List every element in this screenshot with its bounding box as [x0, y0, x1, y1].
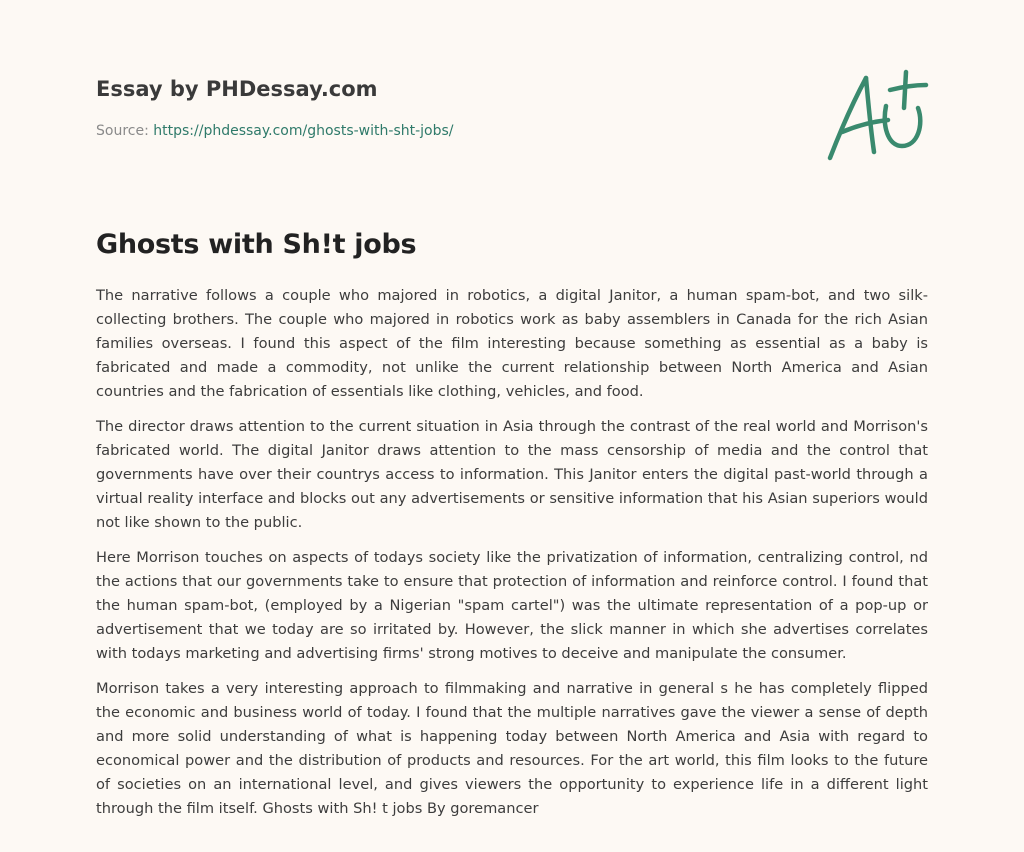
brand-title: Essay by PHDessay.com: [96, 77, 378, 101]
source-link[interactable]: https://phdessay.com/ghosts-with-sht-jobs/: [153, 123, 454, 139]
article-title: Ghosts with Sh!t jobs: [96, 229, 417, 260]
paragraph: Morrison takes a very interesting approach to filmmaking and narrative in general s he has completely flipped the economic and business world of today. I found that the multiple narratives gave the viewer a sense of depth and more solid understanding of what is happening today between North America and Asia with regard to economical power and the distribution of products and resources. For the art world, this film looks to the future of societies on an international level, and gives viewers the opportunity to experience life in a different light through the film itself. Ghosts with Sh! t jobs By goremancer: [96, 680, 928, 817]
article-body: [96, 284, 928, 832]
a-plus-logo-icon: [822, 66, 930, 166]
page-header: [96, 74, 776, 141]
paragraph: The narrative follows a couple who majored in robotics, a digital Janitor, a human spam-bot, and two silk-collecting brothers. The couple who majored in robotics work as baby assemblers in Canada for the rich Asian families overseas. I found this aspect of the film interesting because something as essential as a baby is fabricated and made a commodity, not unlike the current relationship between North America and Asian countries and the fabrication of essentials like clothing, vehicles, and food.: [96, 287, 928, 400]
paragraph: The director draws attention to the current situation in Asia through the contrast of the real world and Morrison's fabricated world. The digital Janitor draws attention to the mass censorship of media and the control that governments have over their countrys access to information. This Janitor enters the digital past-world through a virtual reality interface and blocks out any advertisements or sensitive information that his Asian superiors would not like shown to the public.: [96, 418, 928, 531]
source-line: [96, 121, 776, 141]
source-label: Source:: [96, 123, 154, 139]
paragraph: Here Morrison touches on aspects of todays society like the privatization of information, centralizing control, nd the actions that our governments take to ensure that protection of information and reinforce control. I found that the human spam-bot, (employed by a Nigerian "spam cartel") was the ultimate representation of a pop-up or advertisement that we today are so irritated by. However, the slick manner in which she advertises correlates with todays marketing and advertising firms' strong motives to deceive and manipulate the consumer.: [96, 549, 928, 662]
